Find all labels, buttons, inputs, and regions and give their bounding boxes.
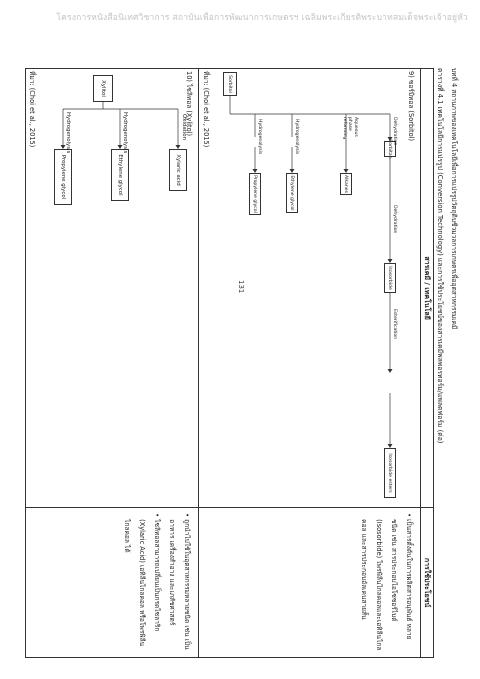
sorbitol-source: ที่มา: (Choi et al., 2015) [202, 71, 210, 148]
ethylene-glycol-node: Ethylene glycol [111, 149, 129, 201]
alkanes-node: Alkanes [340, 173, 352, 195]
xylitol-title: 10) ไซลิทอล (Xylitol) [185, 71, 193, 137]
xylaric-acid-node: Xylaric acid [169, 149, 187, 191]
table-row [199, 69, 421, 658]
column-header-uses: การใช้ประโยชน์ [421, 508, 434, 658]
xylitol-source: ที่มา: (Choi et al., 2015) [28, 71, 36, 148]
esterification-label: Esterification [392, 309, 397, 340]
dehydration-label: Dehydration [392, 117, 397, 146]
table-row [26, 69, 199, 658]
dehydration-label: Dehydration [392, 205, 397, 234]
chapter-heading: บทที่ 4 สถานภาพของเทคโนโลยีเพื่อการแปรรูปวัตถุดิบชีวมวลการเกษตรเพื่ออุตสาหกรรมเคมี [450, 68, 458, 330]
table-caption: ตารางที่ 4.1 เทคโนโลยีการแปรรูป (Conversion Technology) และการใช้ประโยชน์ของสารเคมีพลพอรทอร์ม/แพลตฟอร์ม (ต่อ) [436, 68, 444, 444]
hydrogenolysis-label: Hydrogenolysis [257, 119, 262, 155]
sorbitan-node: Sorbitan [384, 141, 396, 157]
oxidation-label: Oxidation [181, 114, 187, 140]
hydrogenolysis-label: Hydrogenolysis [122, 112, 128, 154]
xylitol-uses-list [119, 514, 194, 651]
aqueous-reforming-label: Aqueous phase reforming [342, 117, 358, 140]
sorbitol-cell [199, 69, 421, 508]
hydrogenolysis-label: Hydrogenolysis [294, 119, 299, 155]
xylitol-connectors [25, 69, 198, 509]
page-number: 131 [237, 280, 245, 294]
list-item: • ไซลิทอลสามารถเปลี่ยนเป็นกรดไซลาริก (Xylaric Acid) เอทิลีนไกลคอล หรือโพรพิลีนไกลคอล ได้ [119, 514, 164, 651]
hydrogenolysis-label: Hydrogenolysis [65, 112, 71, 154]
ethylene-glycol-node: Ethylene glycol [286, 173, 298, 213]
table-header-row [421, 69, 434, 658]
header-watermark: โครงการหนังสือนิเทศวิชาการ สถาบันเพื่อการพัฒนาการเกษตรฯ เฉลิมพระเกียรติพระบาทสมเด็จพระเจ้าอยู่หัว [56, 13, 468, 23]
xylitol-node: Xylitol [93, 75, 113, 102]
list-item: • เป็นสารตั้งต้นในการผลิตสารอนุพันธ์ หลายชนิด เช่น สารประกอบไอโซซอร์ไบด์ (Isosorbide) ไพรพิลีนไกลคอลและเอทิลีนไกลคอล และสารประกอบอัลเคนสายสั้น [356, 514, 416, 651]
rotated-page [28, 68, 458, 668]
propylene-glycol-node: Propylene glycol [249, 173, 261, 215]
xylitol-cell [26, 69, 199, 508]
sorbitol-uses-list [356, 514, 416, 651]
xylitol-uses [26, 508, 199, 658]
sorbitol-uses [199, 508, 421, 658]
sorbitol-title: 9) ซอร์บิทอล (Sorbitol) [407, 71, 415, 142]
list-item: • ถูกนำไปใช้ในอุตสาหกรรมหลายชนิด เช่น เป็นอาหาร เครื่องสำอาง และเภสัชศาสตร์ [164, 514, 194, 651]
column-header-chemical: สารเคมี / เทคโนโลยี [421, 69, 434, 508]
sorbitol-node: Sorbitol [223, 72, 237, 96]
isosorbide-node: Isosorbide [384, 263, 396, 293]
propylene-glycol-node: Propylene glycol [54, 149, 72, 205]
conversion-table [25, 68, 434, 658]
isosorbide-esters-node: Isosorbide esters [384, 448, 396, 498]
